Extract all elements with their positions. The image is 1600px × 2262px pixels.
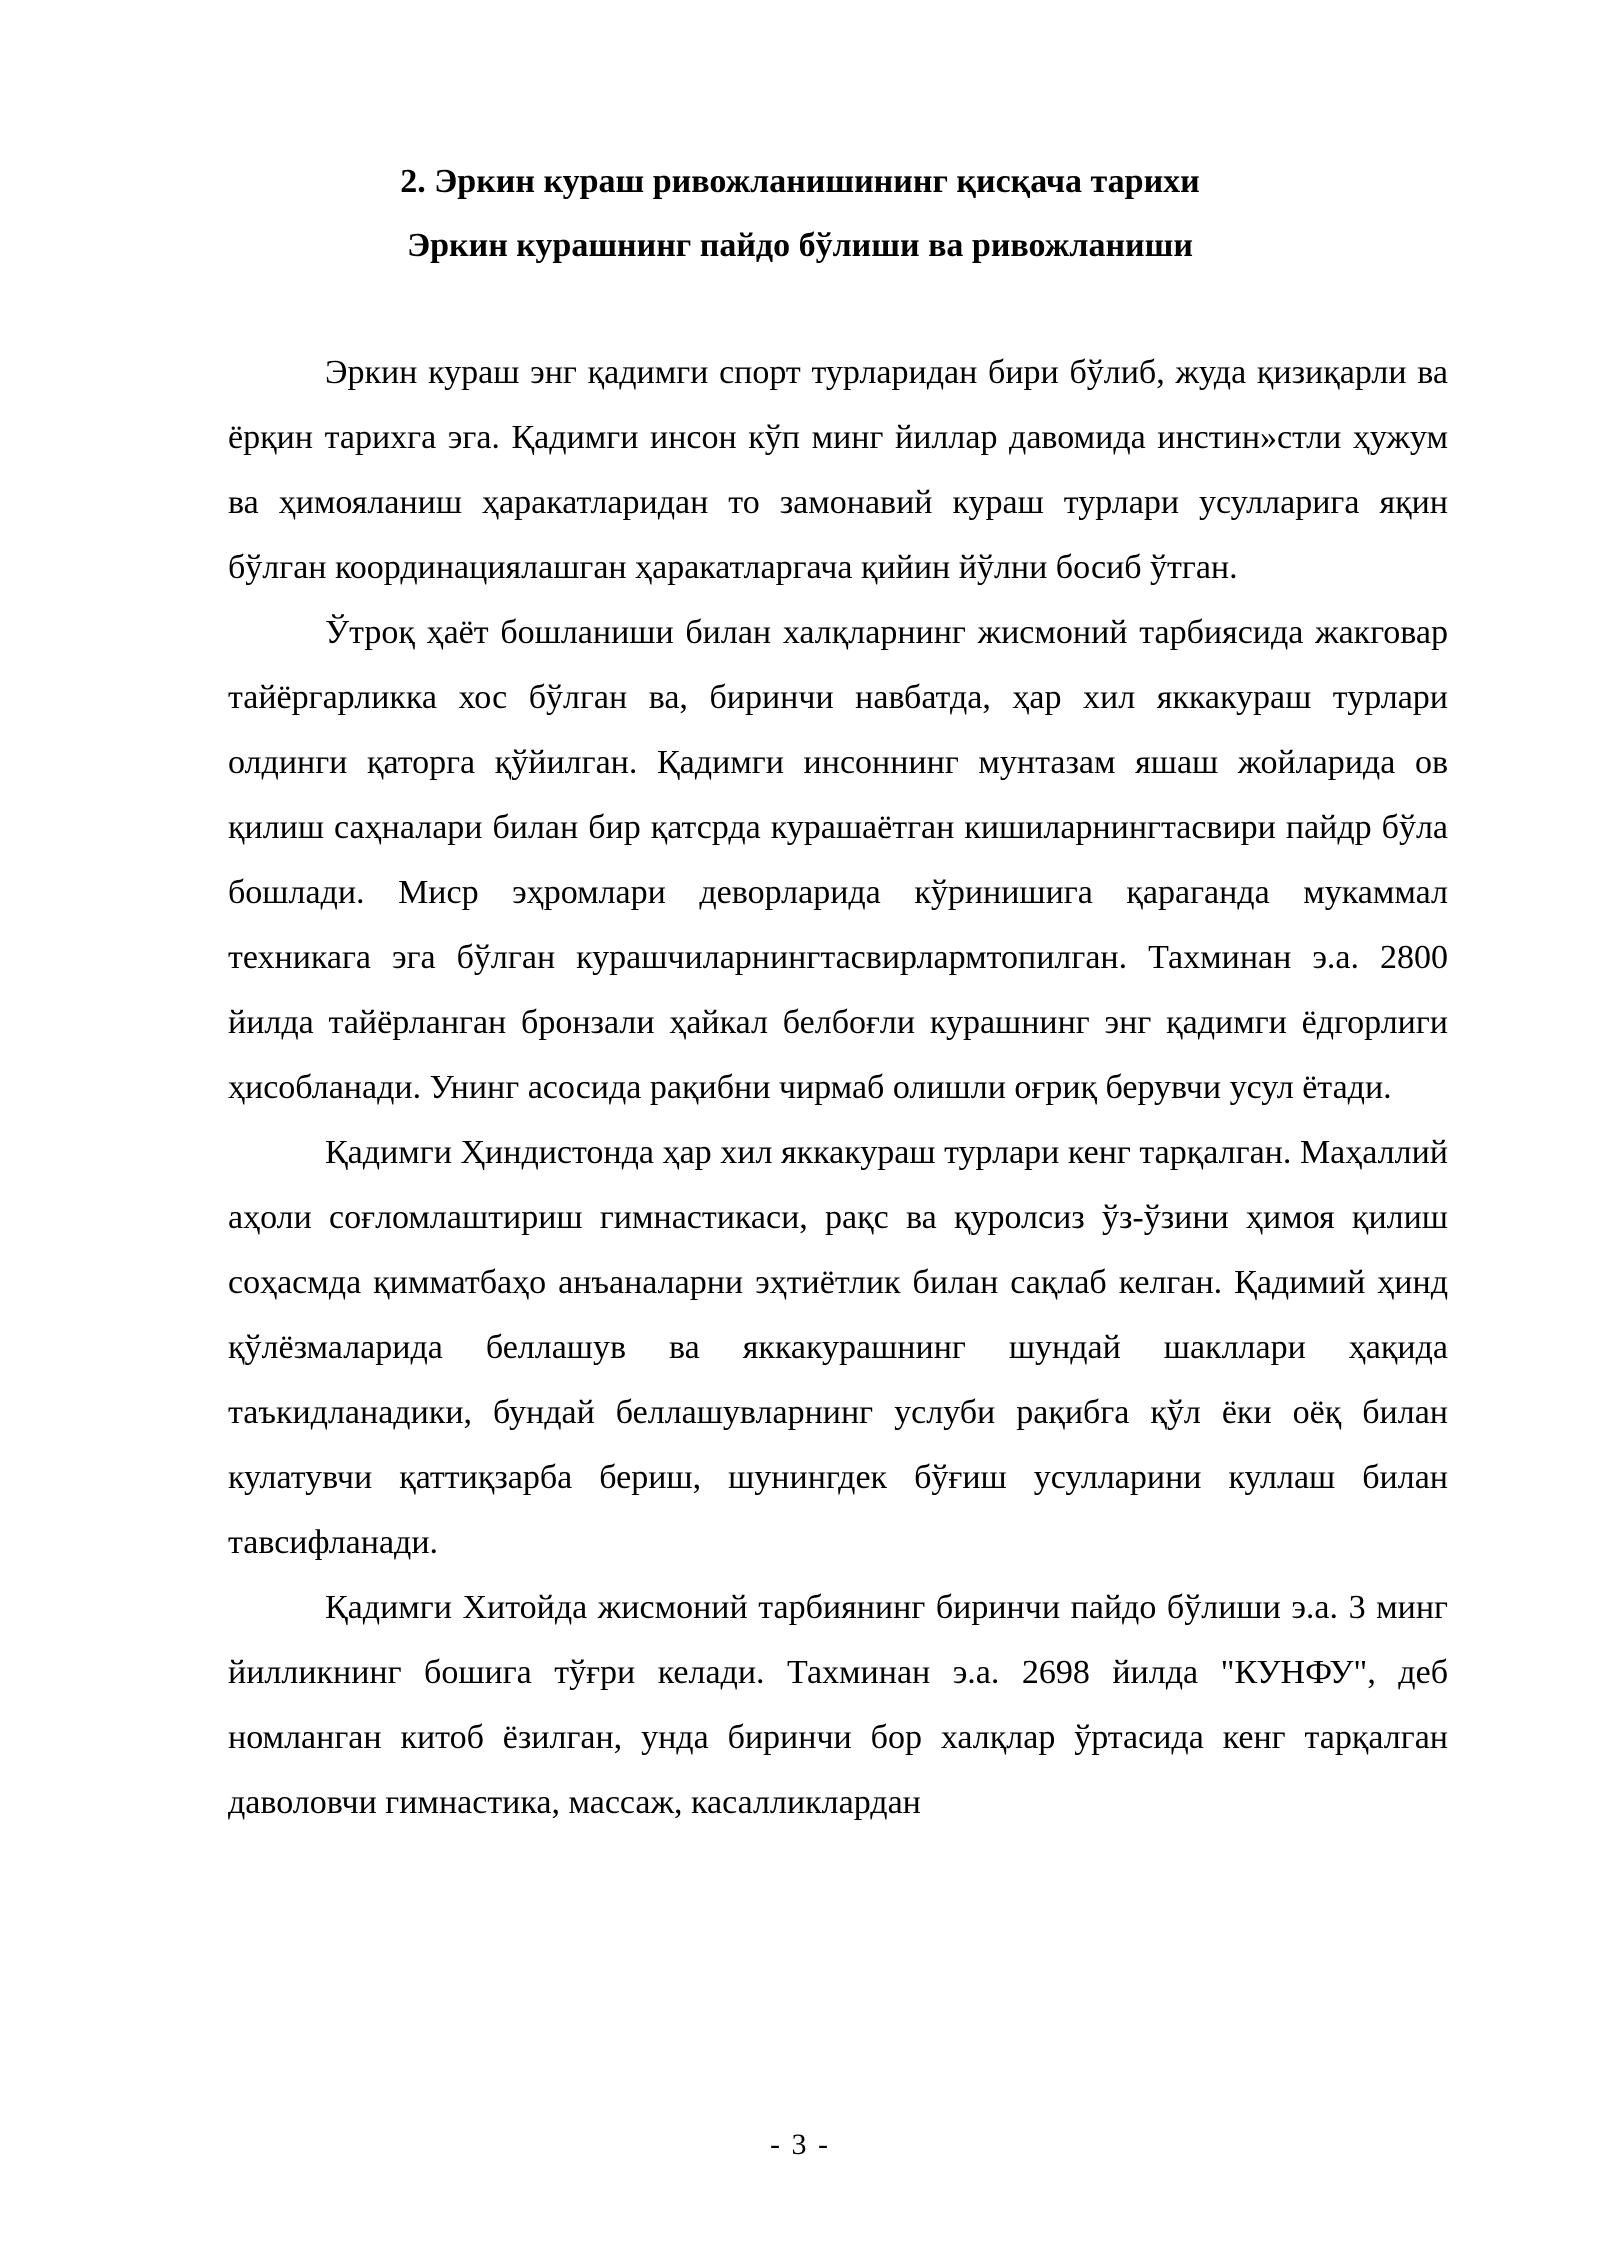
heading-block	[0, 150, 1600, 278]
body-text	[228, 340, 1448, 1835]
paragraph: Қадимги Ҳиндистонда ҳар хил яккакураш турлари кенг тарқалган. Маҳаллий аҳоли соғломлаштириш гимнастикаси, рақс ва қуролсиз ўз-ўзини ҳимоя қилиш соҳасмда қимматбаҳо анъаналарни эҳтиётлик билан сақлаб келган. Қадимий ҳинд қўлёзмаларида беллашув ва яккакурашнинг шундай шакллари ҳақида таъкидланадики, бундай беллашувларнинг услуби рақибга қўл ёки оёқ билан кулатувчи қаттиқзарба бериш, шунингдек бўғиш усулларини куллаш билан тавсифланади.	[228, 1134, 1448, 1561]
paragraph: Эркин кураш энг қадимги спорт турларидан бири бўлиб, жуда қизиқарли ва ёрқин тарихга эга. Қадимги инсон кўп минг йиллар давомида инстин»стли ҳужум ва ҳимояланиш ҳаракатларидан то замонавий кураш турлари усулларига яқин бўлган координациялашган ҳаракатларгача қийин йўлни босиб ўтган.	[228, 354, 1448, 586]
page-number: - 3 -	[770, 2128, 830, 2161]
section-title: 2. Эркин кураш ривожланишининг қисқача тарихи	[400, 163, 1200, 200]
paragraph: Ўтроқ ҳаёт бошланиши билан халқларнинг жисмоний тарбиясида жакговар тайёргарликка хос бўлган ва, биринчи навбатда, ҳар хил яккакураш турлари олдинги қаторга қўйилган. Қадимги инсоннинг мунтазам яшаш жойларида ов қилиш саҳналари билан бир қатсрда курашаётган кишиларнингтасвири пайдр бўла бошлади. Миср эҳромлари деворларида кўринишига қараганда мукаммал техникага эга бўлган курашчиларнингтасвирлармтопилган. Тахминан э.а. 2800 йилда тайёрланган бронзали ҳайкал белбоғли курашнинг энг қадимги ёдгорлиги ҳисобланади. Унинг асосида рақибни чирмаб олишли оғриқ берувчи усул ётади.	[228, 614, 1448, 1106]
section-subtitle: Эркин курашнинг пайдо бўлиши ва ривожланиши	[407, 227, 1193, 264]
paragraph: Қадимги Хитойда жисмоний тарбиянинг биринчи пайдо бўлиши э.а. 3 минг йилликнинг бошига тўғри келади. Тахминан э.а. 2698 йилда "КУНФУ", деб номланган китоб ёзилган, унда биринчи бор халқлар ўртасида кенг тарқалган даволовчи гимнастика, массаж, касалликлардан	[228, 1589, 1448, 1821]
